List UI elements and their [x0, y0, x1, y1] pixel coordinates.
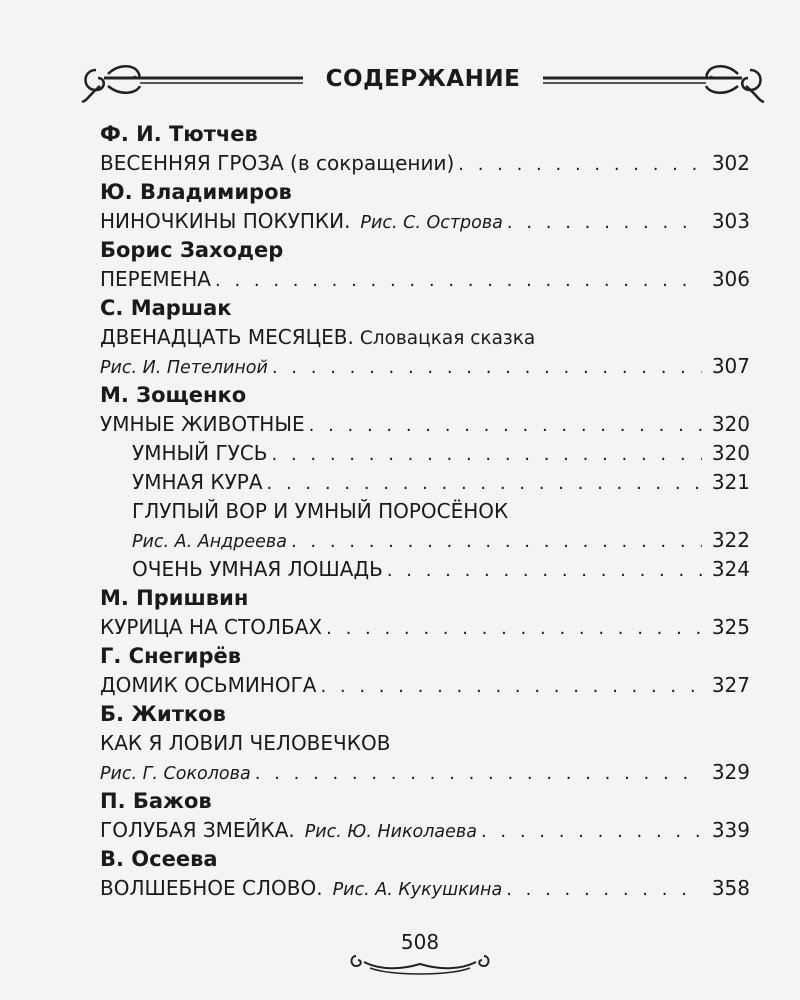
entry-page-number: 329: [711, 760, 750, 784]
entry-page-number: 307: [711, 354, 750, 378]
entry-title: ВЕСЕННЯЯ ГРОЗА (в сокращении): [100, 151, 455, 175]
entry-title: ГОЛУБАЯ ЗМЕЙКА.: [100, 818, 295, 842]
toc-entry[interactable]: [100, 671, 750, 700]
entry-title: ПЕРЕМЕНА: [100, 267, 211, 291]
entry-page-number: 325: [711, 615, 750, 639]
toc-entry[interactable]: [100, 439, 750, 468]
toc-entry[interactable]: [100, 352, 750, 381]
entry-illustrator: Рис. И. Петелиной: [100, 358, 268, 378]
entry-illustrator: Рис. Ю. Николаева: [304, 822, 477, 842]
toc-author: П. Бажов: [100, 789, 212, 813]
page-footer: [350, 930, 490, 980]
toc-author: Ю. Владимиров: [100, 180, 292, 204]
entry-page-number: 324: [711, 557, 750, 581]
toc-entry[interactable]: [100, 555, 750, 584]
dot-leader: [255, 759, 702, 788]
dot-leader: [458, 150, 702, 179]
toc-entry[interactable]: [100, 497, 750, 526]
dot-leader: [507, 208, 702, 237]
entry-title: ВОЛШЕБНОЕ СЛОВО.: [100, 876, 323, 900]
toc-entry[interactable]: [100, 265, 750, 294]
entry-title: ОЧЕНЬ УМНАЯ ЛОШАДЬ: [132, 557, 383, 581]
toc-author: М. Зощенко: [100, 383, 247, 407]
dot-leader: [309, 411, 702, 440]
entry-illustrator: Рис. Г. Соколова: [100, 764, 251, 784]
toc-entry[interactable]: [100, 758, 750, 787]
dot-leader: [326, 614, 702, 643]
entry-page-number: 321: [711, 470, 750, 494]
entry-illustrator: Рис. С. Острова: [360, 213, 503, 233]
toc-author: М. Пришвин: [100, 586, 249, 610]
toc-author: Б. Житков: [100, 702, 226, 726]
dot-leader: [272, 440, 702, 469]
table-of-contents: [100, 120, 750, 903]
entry-title: ГЛУПЫЙ ВОР И УМНЫЙ ПОРОСЁНОК: [132, 499, 509, 523]
entry-page-number: 322: [711, 528, 750, 552]
entry-page-number: 320: [711, 441, 750, 465]
toc-author: Г. Снегирёв: [100, 644, 242, 668]
entry-illustrator: Рис. А. Кукушкина: [332, 880, 503, 900]
entry-page-number: 303: [711, 209, 750, 233]
entry-title: КАК Я ЛОВИЛ ЧЕЛОВЕЧКОВ: [100, 731, 391, 755]
dot-leader: [387, 556, 702, 585]
entry-title: УМНАЯ КУРА: [132, 470, 263, 494]
entry-title: НИНОЧКИНЫ ПОКУПКИ.: [100, 209, 351, 233]
entry-illustrator: Рис. А. Андреева: [132, 532, 287, 552]
entry-title: УМНЫЙ ГУСЬ: [132, 441, 268, 465]
toc-entry[interactable]: [100, 323, 750, 352]
toc-entry[interactable]: [100, 729, 750, 758]
toc-entry[interactable]: [100, 874, 750, 903]
dot-leader: [506, 875, 702, 904]
dot-leader: [291, 527, 702, 556]
entry-title: ДОМИК ОСЬМИНОГА: [100, 673, 317, 697]
toc-entry[interactable]: [100, 613, 750, 642]
toc-entry[interactable]: [100, 149, 750, 178]
entry-page-number: 306: [711, 267, 750, 291]
entry-title: УМНЫЕ ЖИВОТНЫЕ: [100, 412, 305, 436]
dot-leader: [215, 266, 702, 295]
dot-leader: [481, 817, 702, 846]
dot-leader: [272, 353, 702, 382]
entry-page-number: 327: [711, 673, 750, 697]
toc-entry[interactable]: [100, 816, 750, 845]
contents-title: СОДЕРЖАНИЕ: [325, 66, 521, 92]
entry-title: ДВЕНАДЦАТЬ МЕСЯЦЕВ.: [100, 325, 354, 349]
entry-page-number: 358: [711, 876, 750, 900]
ornament-right-icon: [538, 56, 768, 106]
toc-entry[interactable]: [100, 468, 750, 497]
toc-author: Борис Заходер: [100, 238, 284, 262]
toc-entry[interactable]: [100, 410, 750, 439]
footer-ornament-icon: [350, 948, 490, 978]
entry-page-number: 302: [711, 151, 750, 175]
toc-author: Ф. И. Тютчев: [100, 122, 258, 146]
contents-header: [78, 56, 768, 106]
toc-author: В. Осеева: [100, 847, 218, 871]
toc-entry[interactable]: [100, 207, 750, 236]
dot-leader: [267, 469, 702, 498]
toc-author: С. Маршак: [100, 296, 232, 320]
entry-subtitle: Словацкая сказка: [359, 328, 536, 349]
entry-title: КУРИЦА НА СТОЛБАХ: [100, 615, 323, 639]
entry-page-number: 339: [711, 818, 750, 842]
dot-leader: [320, 672, 702, 701]
toc-entry[interactable]: [100, 526, 750, 555]
entry-page-number: 320: [711, 412, 750, 436]
page-number: 508: [400, 930, 440, 954]
